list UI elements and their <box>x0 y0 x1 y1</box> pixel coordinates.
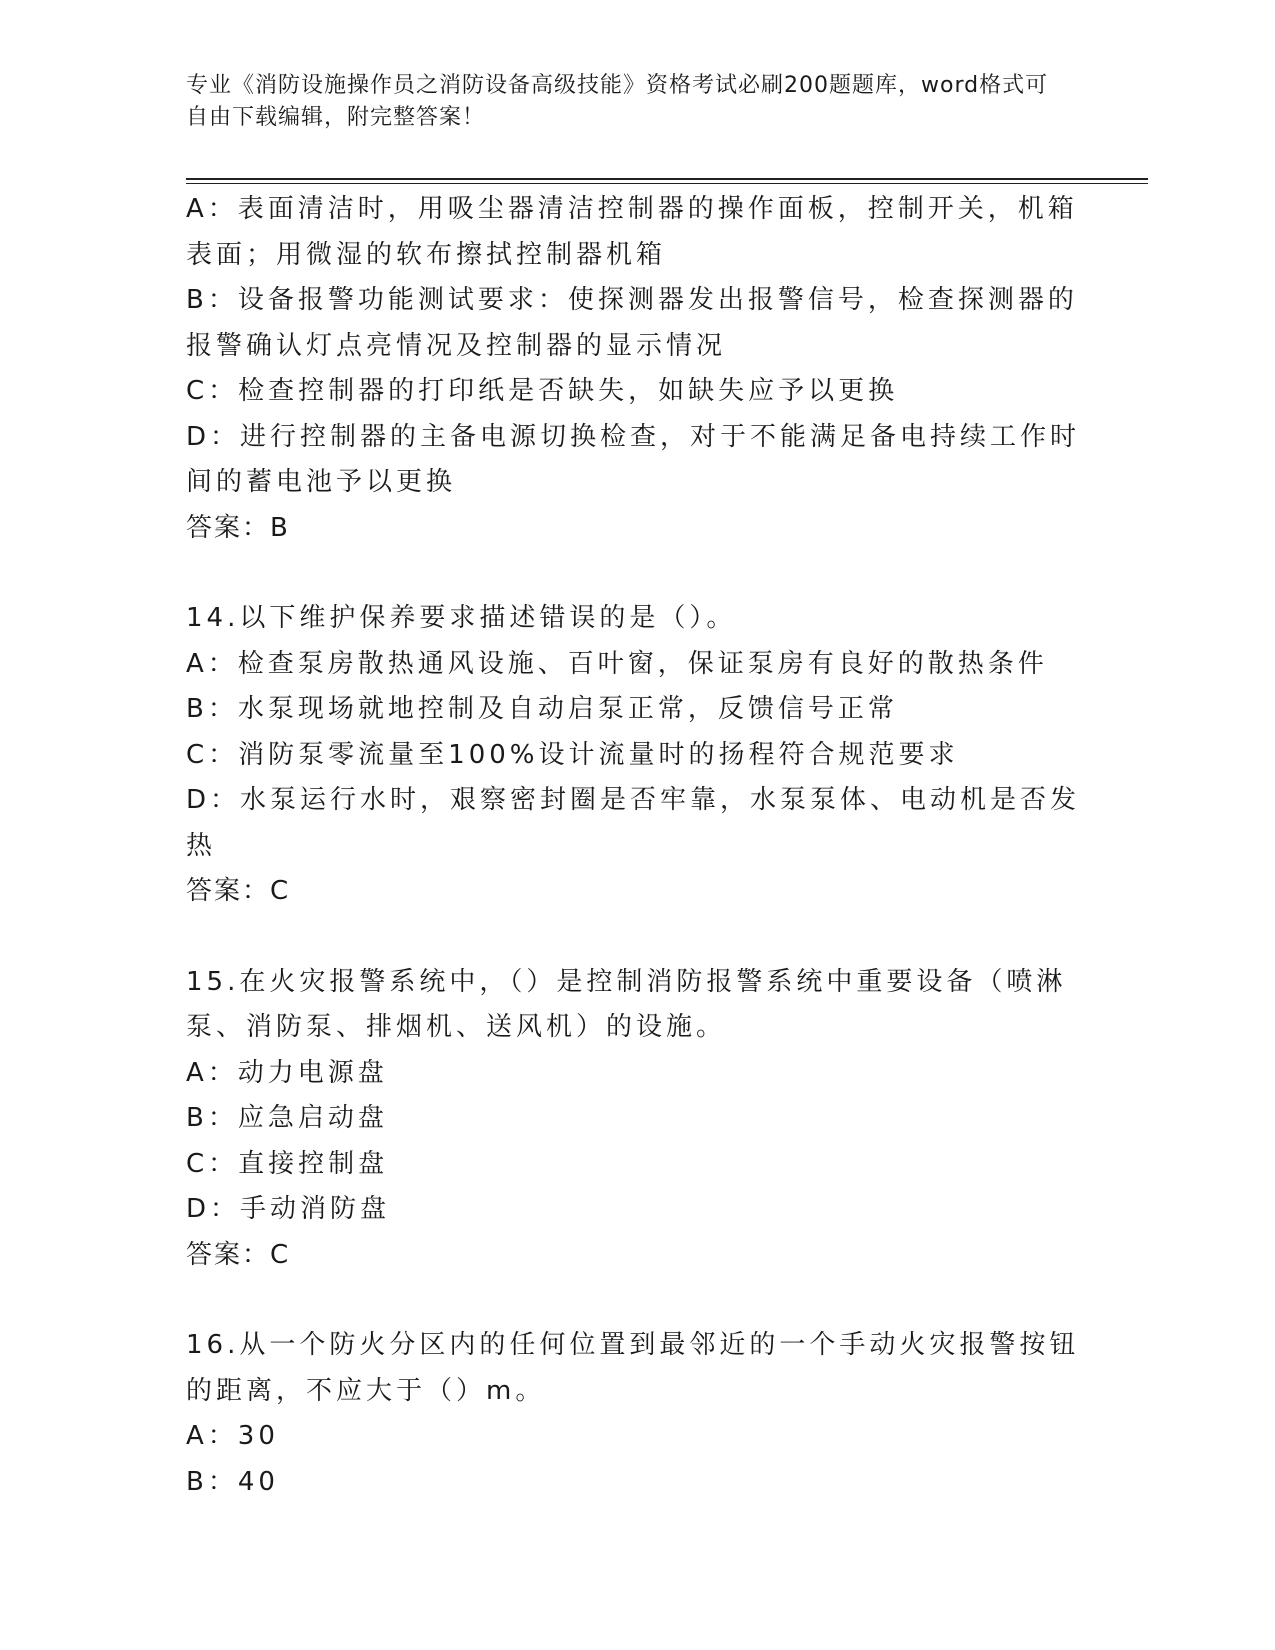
option-b: B：应急启动盘 <box>186 1103 388 1133</box>
question-14 <box>186 596 1086 915</box>
option-a: A：表面清洁时，用吸尘器清洁控制器的操作面板，控制开关，机箱表面；用微湿的软布擦拭控制器机箱 <box>186 194 1078 270</box>
option-b: B：水泵现场就地控制及自动启泵正常，反馈信号正常 <box>186 694 898 724</box>
option-b: B：40 <box>186 1466 279 1497</box>
option-d: D：手动消防盘 <box>186 1194 391 1224</box>
option-b: B：设备报警功能测试要求：使探测器发出报警信号，检查探测器的报警确认灯点亮情况及控制器的显示情况 <box>186 285 1078 361</box>
document-body <box>186 187 1086 1505</box>
option-c: C：消防泵零流量至100%设计流量时的扬程符合规范要求 <box>186 739 959 770</box>
header-divider-thick <box>186 178 1148 180</box>
option-a: A：30 <box>186 1421 279 1451</box>
option-d: D：水泵运行水时，艰察密封圈是否牢靠，水泵泵体、电动机是否发热 <box>186 785 1081 861</box>
question-stem: 14.以下维护保养要求描述错误的是（）。 <box>186 603 737 633</box>
answer: 答案：C <box>186 1239 291 1270</box>
question-15 <box>186 960 1086 1279</box>
option-d: D：进行控制器的主备电源切换检查，对于不能满足备电持续工作时间的蓄电池予以更换 <box>186 421 1081 497</box>
option-c: C：检查控制器的打印纸是否缺失，如缺失应予以更换 <box>186 376 899 406</box>
answer: 答案：C <box>186 876 291 906</box>
question-stem: 16.从一个防火分区内的任何位置到最邻近的一个手动火灾报警按钮的距离，不应大于（）m。 <box>186 1330 1080 1406</box>
option-a: A：动力电源盘 <box>186 1057 388 1088</box>
question-16 <box>186 1323 1086 1505</box>
document-header: 专业《消防设施操作员之消防设备高级技能》资格考试必刷200题题库，word格式可自由下载编辑，附完整答案！ <box>186 73 1049 130</box>
header-divider-thin <box>186 183 1148 184</box>
question-stem: 15.在火灾报警系统中，（）是控制消防报警系统中重要设备（喷淋泵、消防泵、排烟机、送风机）的设施。 <box>186 966 1067 1042</box>
question-13-continued <box>186 187 1086 551</box>
option-a: A：检查泵房散热通风设施、百叶窗，保证泵房有良好的散热条件 <box>186 648 1048 679</box>
answer: 答案：B <box>186 512 290 543</box>
option-c: C：直接控制盘 <box>186 1148 389 1179</box>
